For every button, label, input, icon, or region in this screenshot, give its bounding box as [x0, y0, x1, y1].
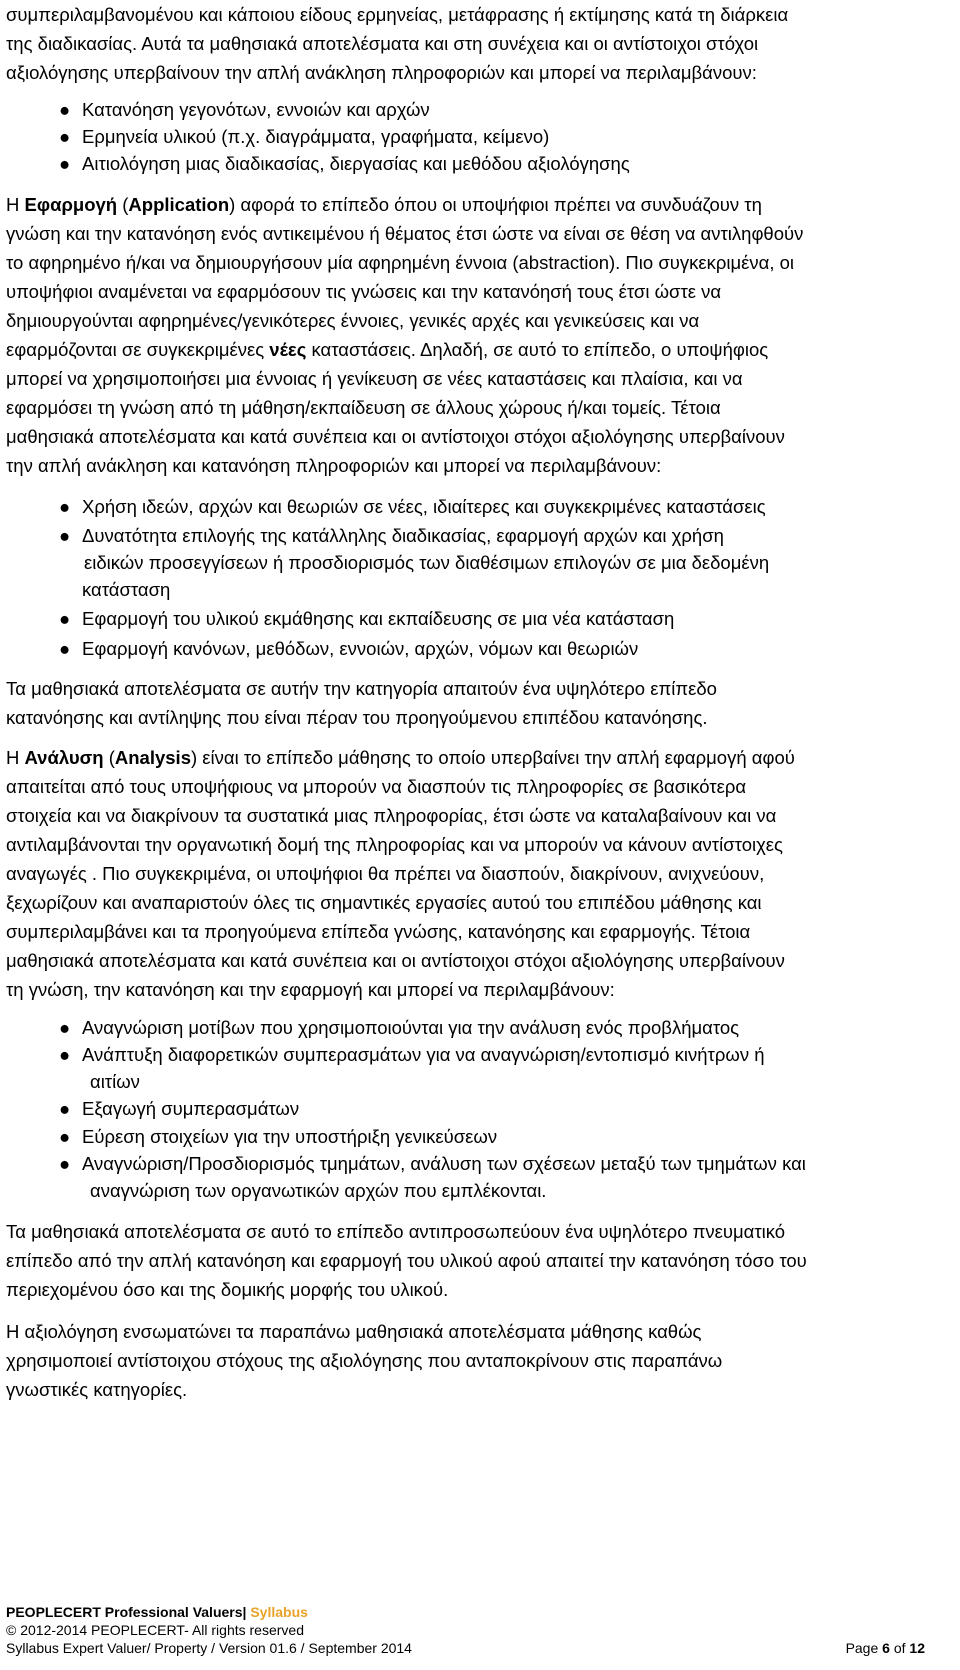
bullet-list-analysis [0, 1014, 925, 1204]
bullet-icon: ● [59, 495, 71, 517]
text-line: στοιχεία και να διακρίνουν τα συστατικά μιας πληροφορίας, έτσι ώστε να καταλαβαίνουν και να [6, 804, 777, 826]
text-line: χρησιμοποιεί αντίστοιχου στόχους της αξιολόγησης που ανταποκρίνουν στις παραπάνω [6, 1350, 723, 1372]
bullet-icon: ● [59, 637, 71, 659]
list-item: ● Ερμηνεία υλικού (π.χ. διαγράμματα, γραφήματα, κείμενο) [82, 123, 925, 150]
bullet-icon: ● [59, 153, 71, 175]
text-line: Τα μαθησιακά αποτελέσματα σε αυτό το επίπεδο αντιπροσωπεύουν ένα υψηλότερο πνευματικό [6, 1221, 786, 1243]
text-line: περιεχομένου όσο και της δομικής μορφής του υλικού. [6, 1279, 449, 1301]
term-application-el: Εφαρμογή [24, 193, 118, 215]
bullet-icon: ● [59, 126, 71, 148]
list-item: ● Ανάπτυξη διαφορετικών συμπερασμάτων για να αναγνώριση/εντοπισμό κινήτρων ή [82, 1041, 925, 1068]
text-line: συμπεριλαμβάνει και τα προηγούμενα επίπεδα γνώσης, κατανόησης και εφαρμογής. Τέτοια [6, 920, 751, 942]
list-item: ● Εφαρμογή του υλικού εκμάθησης και εκπαίδευσης σε μια νέα κατάσταση [82, 605, 925, 632]
bold-new: νέες [269, 338, 307, 360]
list-item: ● Αναγνώριση/Προσδιορισμός τμημάτων, ανάλυση των σχέσεων μεταξύ των τμημάτων και [82, 1150, 925, 1177]
bullet-icon: ● [59, 1152, 71, 1174]
application-paragraph [0, 190, 925, 480]
footer-doc-line [6, 1639, 925, 1657]
text-line: Η Εφαρμογή (Application) αφορά το επίπεδο όπου οι υποψήφιοι πρέπει να συνδυάζουν τη [6, 193, 762, 215]
footer-copyright: © 2012-2014 PEOPLECERT- All rights reserved [6, 1622, 304, 1638]
footer-brand: PEOPLECERT Professional Valuers [6, 1604, 243, 1620]
footer-brand-line: PEOPLECERT Professional Valuers| Syllabus [6, 1604, 308, 1620]
bullet-icon: ● [59, 524, 71, 546]
list-item: ● Εύρεση στοιχείων για την υποστήριξη γενικεύσεων [82, 1123, 925, 1150]
list-item-continuation: αναγνώριση των οργανωτικών αρχών που εμπλέκονται. [90, 1180, 547, 1202]
page-footer [0, 1603, 925, 1657]
list-item: ● Χρήση ιδεών, αρχών και θεωριών σε νέες, ιδιαίτερες και συγκεκριμένες καταστάσεις [82, 493, 925, 520]
text-line: το αφηρημένο ή/και να δημιουργήσουν μία αφηρημένη έννοια (abstraction). Πιο συγκεκριμένα, οι [6, 251, 795, 273]
bullet-icon: ● [59, 1016, 71, 1038]
term-analysis-en: Analysis [114, 746, 191, 768]
text-line: συμπεριλαμβανομένου και κάποιου είδους ερμηνείας, μετάφρασης ή εκτίμησης κατά τη διάρκεια [6, 4, 789, 25]
footer-doc-info: Syllabus Expert Valuer/ Property / Version 01.6 / September 2014 [6, 1640, 412, 1656]
closing-paragraph [0, 1317, 925, 1404]
text-line: ξεχωρίζουν και αναπαριστούν όλες τις σημαντικές εργασίες αυτού του επιπέδου μάθησης και [6, 891, 762, 913]
text-line: δημιουργούνται αφηρημένες/γενικότερες έννοιες, γενικές αρχές και γενικεύσεις και να [6, 309, 700, 331]
list-item: ● Εξαγωγή συμπερασμάτων [82, 1095, 925, 1122]
bullet-icon: ● [59, 99, 71, 120]
intro-paragraph [0, 0, 925, 87]
analysis-paragraph [0, 743, 925, 1004]
bullet-icon: ● [59, 1125, 71, 1147]
bullet-icon: ● [59, 608, 71, 630]
list-item: ● Δυνατότητα επιλογής της κατάλληλης διαδικασίας, εφαρμογή αρχών και χρήση [82, 522, 925, 549]
page-number: Page 6 of 12 [845, 1640, 925, 1656]
list-item-continuation: ειδικών προσεγγίσεων ή προσδιορισμός των διαθέσιμων επιλογών σε μια δεδομένη [84, 552, 770, 574]
bullet-list-application [0, 493, 925, 662]
bullet-icon: ● [59, 1098, 71, 1120]
text-line: γνώση και την κατανόηση ενός αντικειμένου ή θέματος έτσι ώστε να είναι σε θέση να αντιληφθούν [6, 222, 804, 244]
text-line: της διαδικασίας. Αυτά τα μαθησιακά αποτελέσματα και στη συνέχεια και οι αντίστοιχοι στόχοι [6, 33, 759, 54]
text-line: Η Ανάλυση (Analysis) είναι το επίπεδο μάθησης το οποίο υπερβαίνει την απλή εφαρμογή αφού [6, 746, 795, 768]
text-line: γνωστικές κατηγορίες. [6, 1379, 188, 1401]
text-line: κατανόησης και αντίληψης που είναι πέραν του προηγούμενου επιπέδου κατανόησης. [6, 706, 708, 728]
list-item: ● Κατανόηση γεγονότων, εννοιών και αρχών [82, 96, 925, 123]
text-line: εφαρμόσει τη γνώση από τη μάθηση/εκπαίδευση σε άλλους χώρους ή/και τομείς. Τέτοια [6, 396, 721, 418]
analysis-summary-paragraph [0, 1217, 925, 1304]
list-item: ● Εφαρμογή κανόνων, μεθόδων, εννοιών, αρχών, νόμων και θεωριών [82, 635, 925, 662]
text-line: Η αξιολόγηση ενσωματώνει τα παραπάνω μαθησιακά αποτελέσματα μάθησης καθώς [6, 1321, 702, 1343]
text-line: αναγωγές . Πιο συγκεκριμένα, οι υποψήφιοι θα πρέπει να διασπούν, διακρίνουν, ανιχνεύουν, [6, 862, 765, 884]
text-line: τη γνώση, την κατανόηση και την εφαρμογή και μπορεί να περιλαμβάνουν: [6, 978, 615, 1000]
application-summary-paragraph [0, 674, 925, 732]
text-line: μπορεί να χρησιμοποιήσει μια έννοιας ή γενίκευση σε νέες καταστάσεις και πλαίσια, και να [6, 367, 743, 389]
list-item: ● Αιτιολόγηση μιας διαδικασίας, διεργασίας και μεθόδου αξιολόγησης [82, 150, 925, 177]
text-line: μαθησιακά αποτελέσματα και κατά συνέπεια και οι αντίστοιχοι στόχοι αξιολόγησης υπερβαίνουν [6, 949, 785, 971]
list-item: ● Αναγνώριση μοτίβων που χρησιμοποιούνται για την ανάλυση ενός προβλήματος [82, 1014, 925, 1041]
footer-syllabus: Syllabus [250, 1604, 308, 1620]
text-line: Τα μαθησιακά αποτελέσματα σε αυτήν την κατηγορία απαιτούν ένα υψηλότερο επίπεδο [6, 677, 717, 699]
text-line: υποψήφιοι αναμένεται να εφαρμόσουν τις γνώσεις και την κατανόησή τους έτσι ώστε να [6, 280, 722, 302]
text-line: απαιτείται από τους υποψήφιους να μπορούν να διασπούν τις πληροφορίες σε βασικότερα [6, 775, 747, 797]
text-line: την απλή ανάκληση και κατανόηση πληροφοριών και μπορεί να περιλαμβάνουν: [6, 454, 662, 476]
bullet-list-comprehension [0, 96, 925, 178]
text-line: επίπεδο από την απλή κατανόηση και εφαρμογή του υλικού αφού απαιτεί την κατανόηση τόσο του [6, 1250, 807, 1272]
list-item-continuation: αιτίων [90, 1071, 140, 1093]
text-line: μαθησιακά αποτελέσματα και κατά συνέπεια και οι αντίστοιχοι στόχοι αξιολόγησης υπερβαίνουν [6, 425, 785, 447]
term-application-en: Application [128, 193, 230, 215]
term-analysis-el: Ανάλυση [24, 746, 104, 768]
bullet-icon: ● [59, 1044, 71, 1066]
text-line: εφαρμόζονται σε συγκεκριμένες νέες καταστάσεις. Δηλαδή, σε αυτό το επίπεδο, ο υποψήφιος [6, 338, 769, 360]
text-line: αξιολόγησης υπερβαίνουν την απλή ανάκληση πληροφοριών και μπορεί να περιλαμβάνουν: [6, 62, 757, 83]
list-item-continuation: κατάσταση [82, 579, 171, 601]
text-line: αντιλαμβάνονται την οργανωτική δομή της πληροφορίας και να μπορούν να κάνουν αντίστοιχες [6, 833, 783, 855]
